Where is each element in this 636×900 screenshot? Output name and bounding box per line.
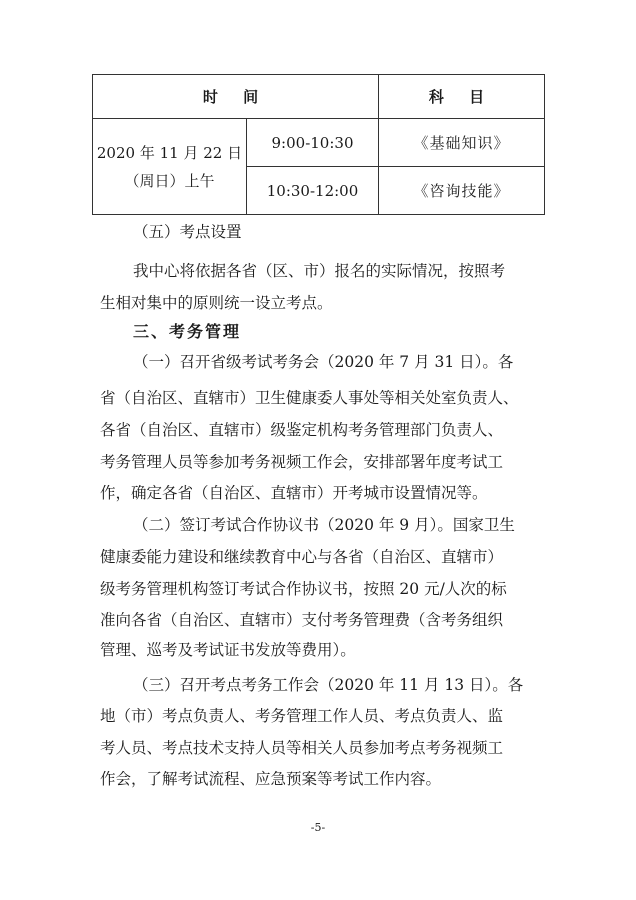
paragraph-line: 作会，了解考试流程、应急预案等考试工作内容。	[100, 770, 442, 788]
paragraph-line: 省（自治区、直辖市）卫生健康委人事处等相关处室负责人、	[100, 389, 519, 407]
section-3-heading: 三、考务管理	[133, 322, 242, 341]
paragraph-line: （一）召开省级考试考务会（2020 年 7 月 31 日）。各	[133, 353, 514, 371]
paragraph-line: 生相对集中的原则统一设立考点。	[100, 294, 333, 312]
paragraph-line: （三）召开考点考务工作会（2020 年 11 月 13 日）。各	[133, 676, 524, 694]
subject-1: 《基础知识》	[379, 119, 545, 167]
paragraph-line: 考务管理人员等参加考务视频工作会，安排部署年度考试工	[100, 453, 504, 471]
paragraph-line: 准向各省（自治区、直辖市）支付考务管理费（含考务组织	[100, 611, 504, 629]
exam-date: 2020 年 11 月 22 日	[96, 143, 243, 162]
paragraph-line: （二）签订考试合作协议书（2020 年 9 月）。国家卫生	[133, 516, 515, 534]
paragraph-line: 管理、巡考及考试证书发放等费用）。	[100, 641, 356, 659]
paragraph-line: 考人员、考点技术支持人员等相关人员参加考点考务视频工	[100, 739, 504, 757]
page-number: -5-	[310, 821, 326, 834]
paragraph-line: 我中心将依据各省（区、市）报名的实际情况，按照考	[133, 262, 506, 280]
table-header-row	[93, 75, 545, 119]
paragraph-line: 健康委能力建设和继续教育中心与各省（自治区、直辖市）	[100, 548, 504, 566]
subject-2: 《咨询技能》	[379, 167, 545, 215]
exam-date-cell	[93, 119, 247, 215]
paragraph-line: 各省（自治区、直辖市）级鉴定机构考务管理部门负责人、	[100, 421, 504, 439]
table-row	[93, 119, 545, 167]
paragraph-line: 级考务管理机构签订考试合作协议书，按照 20 元/人次的标	[100, 580, 507, 598]
header-subject: 科 目	[379, 75, 545, 119]
paragraph-line: 地（市）考点负责人、考务管理工作人员、考点负责人、监	[100, 707, 504, 725]
paragraph-line: 作，确定各省（自治区、直辖市）开考城市设置情况等。	[100, 484, 488, 502]
section-5-title: （五）考点设置	[133, 223, 242, 241]
header-time: 时 间	[93, 75, 379, 119]
time-slot-2: 10:30-12:00	[247, 167, 379, 215]
exam-schedule-table	[92, 74, 545, 215]
time-slot-1: 9:00-10:30	[247, 119, 379, 167]
exam-date-period: （周日）上午	[124, 171, 215, 190]
